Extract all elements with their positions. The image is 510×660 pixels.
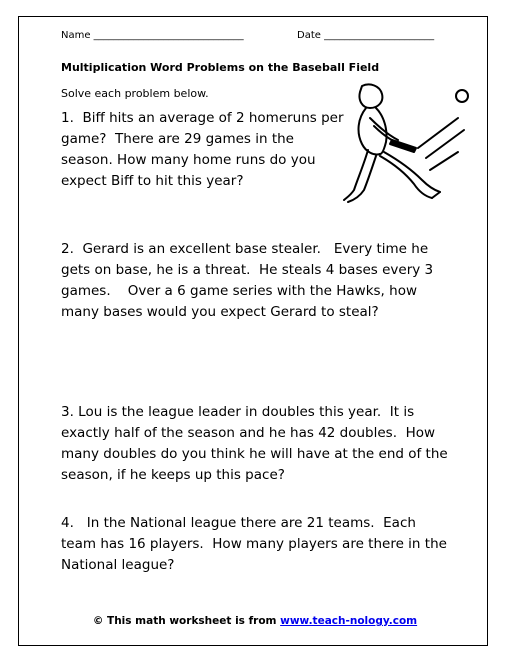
problem-3: 3. Lou is the league leader in doubles this year. It is exactly half of the season and he has 42 doubles. How many doubles do you think he will have at the end of the season, if he keeps up this pace? [61, 404, 448, 483]
copyright-text: © This math worksheet is from [92, 615, 281, 627]
worksheet-title: Multiplication Word Problems on the Baseball Field [61, 61, 380, 74]
problem-1: 1. Biff hits an average of 2 homeruns per game? There are 29 games in the season. How many home runs do you expect Biff to hit this year? [61, 110, 344, 189]
problem-4: 4. In the National league there are 21 teams. Each team has 16 players. How many players are there in the National league? [61, 515, 447, 573]
website-link[interactable]: www.teach-nology.com [280, 615, 418, 627]
baseball-batter-icon [340, 78, 480, 210]
copyright-footer [0, 615, 510, 627]
name-field-line: Name ______________________________ [61, 30, 244, 41]
date-field-line: Date ______________________ [297, 30, 435, 41]
instructions-text: Solve each problem below. [61, 87, 209, 100]
problem-2: 2. Gerard is an excellent base stealer. Every time he gets on base, he is a threat. He steals 4 bases every 3 games. Over a 6 game series with the Hawks, how many bases would you expect Gerard to steal? [61, 241, 434, 320]
